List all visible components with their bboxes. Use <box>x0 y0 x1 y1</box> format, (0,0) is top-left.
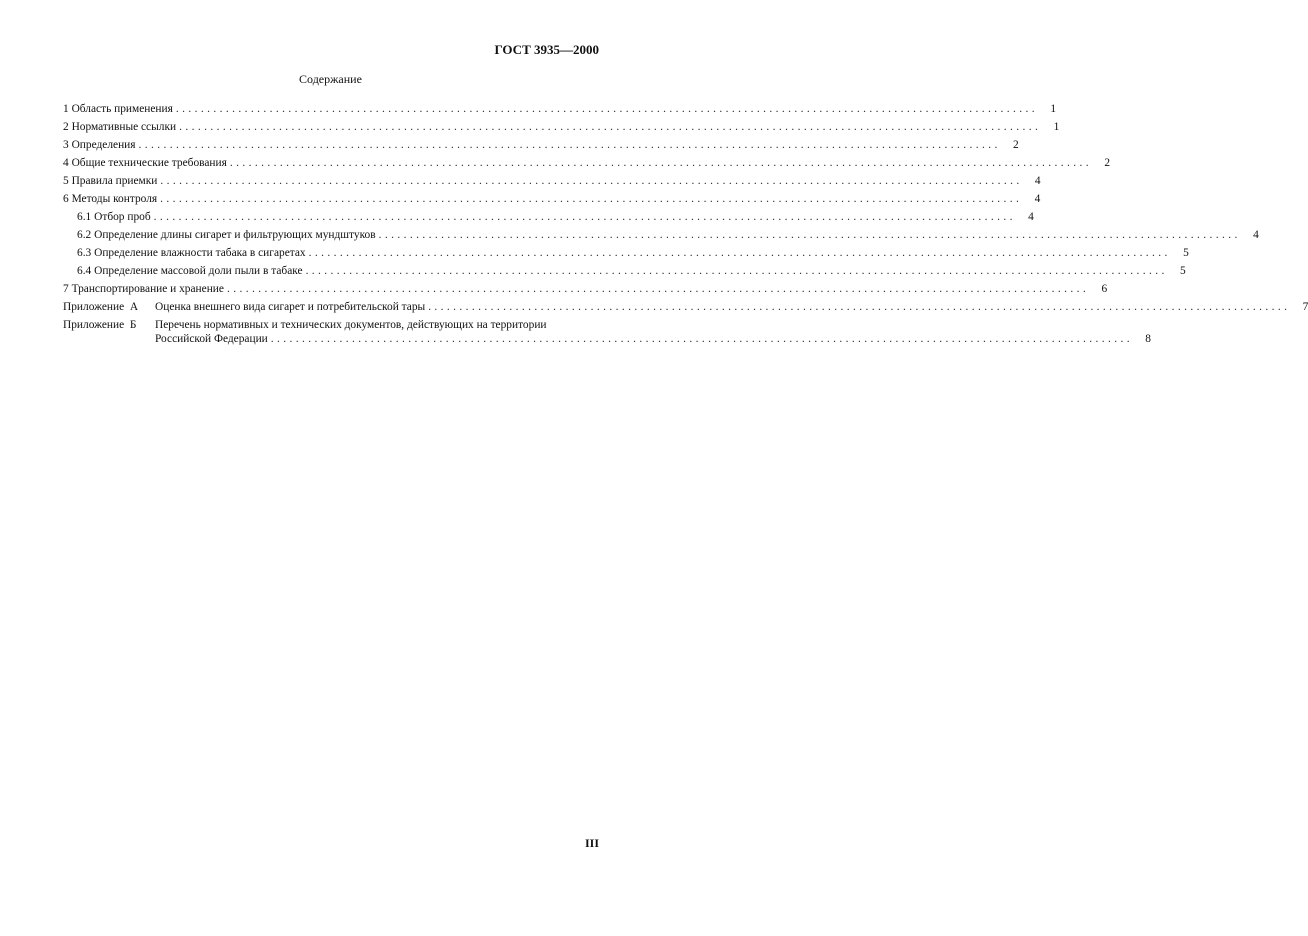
toc-title: Определение длины сигарет и фильтрующих мундштуков <box>94 229 376 241</box>
toc-page: 4 <box>1034 193 1041 205</box>
appendix-label: Приложение Б <box>63 319 137 331</box>
toc-item-6[interactable] <box>63 190 1041 208</box>
toc-item-5[interactable] <box>63 172 1041 190</box>
toc-leader-dots: .......................................................................................................................................... <box>160 175 1023 187</box>
toc-leader-dots: .......................................................................................................................................... <box>226 283 1090 295</box>
toc-title: Отбор проб <box>94 211 151 223</box>
toc-page: 1 <box>1050 103 1057 115</box>
page-number: III <box>584 836 599 850</box>
toc-item-4[interactable] <box>63 154 1111 172</box>
toc-page: 8 <box>1145 333 1151 345</box>
toc-leader-dots: .......................................................................................................................................... <box>138 139 1001 151</box>
toc-title: Правила приемки <box>71 175 158 187</box>
appendix-title: Перечень нормативных и технических документов, действующих на территории <box>155 319 547 331</box>
toc-item-2[interactable] <box>63 118 1060 136</box>
toc-page: 5 <box>1183 247 1189 259</box>
toc-item-3[interactable] <box>63 136 1019 154</box>
toc-number: 3 <box>63 139 69 151</box>
toc-number: 6.3 <box>77 247 92 259</box>
toc-leader-dots: .......................................................................................................................................... <box>308 247 1171 259</box>
toc-page: 2 <box>1013 139 1019 151</box>
toc-appendix-a[interactable] <box>63 298 1308 316</box>
toc-title: Определения <box>71 139 136 151</box>
toc-leader-dots: .......................................................................................................................................... <box>378 229 1241 241</box>
toc-item-6-1[interactable] <box>63 208 1034 226</box>
toc-number: 6.4 <box>77 265 92 277</box>
toc-number: 2 <box>63 121 69 133</box>
toc-page: 4 <box>1028 211 1034 223</box>
appendix-label: Приложение А <box>63 301 139 313</box>
toc-leader-dots: .......................................................................................................................................... <box>179 121 1042 133</box>
toc-number: 4 <box>63 157 69 169</box>
toc-number: 7 <box>63 283 69 295</box>
toc-item-1[interactable] <box>63 100 1057 118</box>
toc-title: Область применения <box>71 103 173 115</box>
toc-number: 1 <box>63 103 69 115</box>
toc-item-6-4[interactable] <box>63 262 1186 280</box>
document-code: ГОСТ 3935—2000 <box>494 42 599 57</box>
toc-page: 7 <box>1302 301 1308 313</box>
appendix-title: Оценка внешнего вида сигарет и потребительской тары <box>155 301 426 313</box>
toc-title: Определение влажности табака в сигаретах <box>94 247 306 259</box>
table-of-contents <box>63 100 1308 348</box>
toc-number: 6 <box>63 193 69 205</box>
toc-page: 6 <box>1101 283 1108 295</box>
toc-leader-dots: .......................................................................................................................................... <box>229 157 1093 169</box>
page-title: Содержание <box>299 72 362 86</box>
toc-item-6-3[interactable] <box>63 244 1189 262</box>
toc-leader-dots: .......................................................................................................................................... <box>160 193 1023 205</box>
toc-leader-dots: .......................................................................................................................................... <box>175 103 1039 115</box>
toc-title: Транспортирование и хранение <box>71 283 224 295</box>
toc-page: 1 <box>1053 121 1060 133</box>
toc-page: 5 <box>1180 265 1186 277</box>
toc-page: 2 <box>1104 157 1111 169</box>
toc-leader-dots: .......................................................................................................................................... <box>153 211 1016 223</box>
toc-page: 4 <box>1034 175 1041 187</box>
toc-appendix-b[interactable] <box>63 318 1151 348</box>
toc-title: Методы контроля <box>71 193 158 205</box>
toc-number: 6.2 <box>77 229 92 241</box>
toc-title: Определение массовой доли пыли в табаке <box>94 265 303 277</box>
toc-item-7[interactable] <box>63 280 1108 298</box>
toc-number: 6.1 <box>77 211 92 223</box>
toc-title: Нормативные ссылки <box>71 121 177 133</box>
toc-leader-dots: .......................................................................................................................................... <box>428 301 1291 313</box>
appendix-title-continued: Российской Федерации <box>155 333 268 345</box>
toc-number: 5 <box>63 175 69 187</box>
toc-leader-dots: .......................................................................................................................................... <box>305 265 1168 277</box>
toc-title: Общие технические требования <box>71 157 227 169</box>
toc-item-6-2[interactable] <box>63 226 1259 244</box>
toc-leader-dots: .......................................................................................................................................... <box>270 333 1133 345</box>
toc-page: 4 <box>1253 229 1259 241</box>
